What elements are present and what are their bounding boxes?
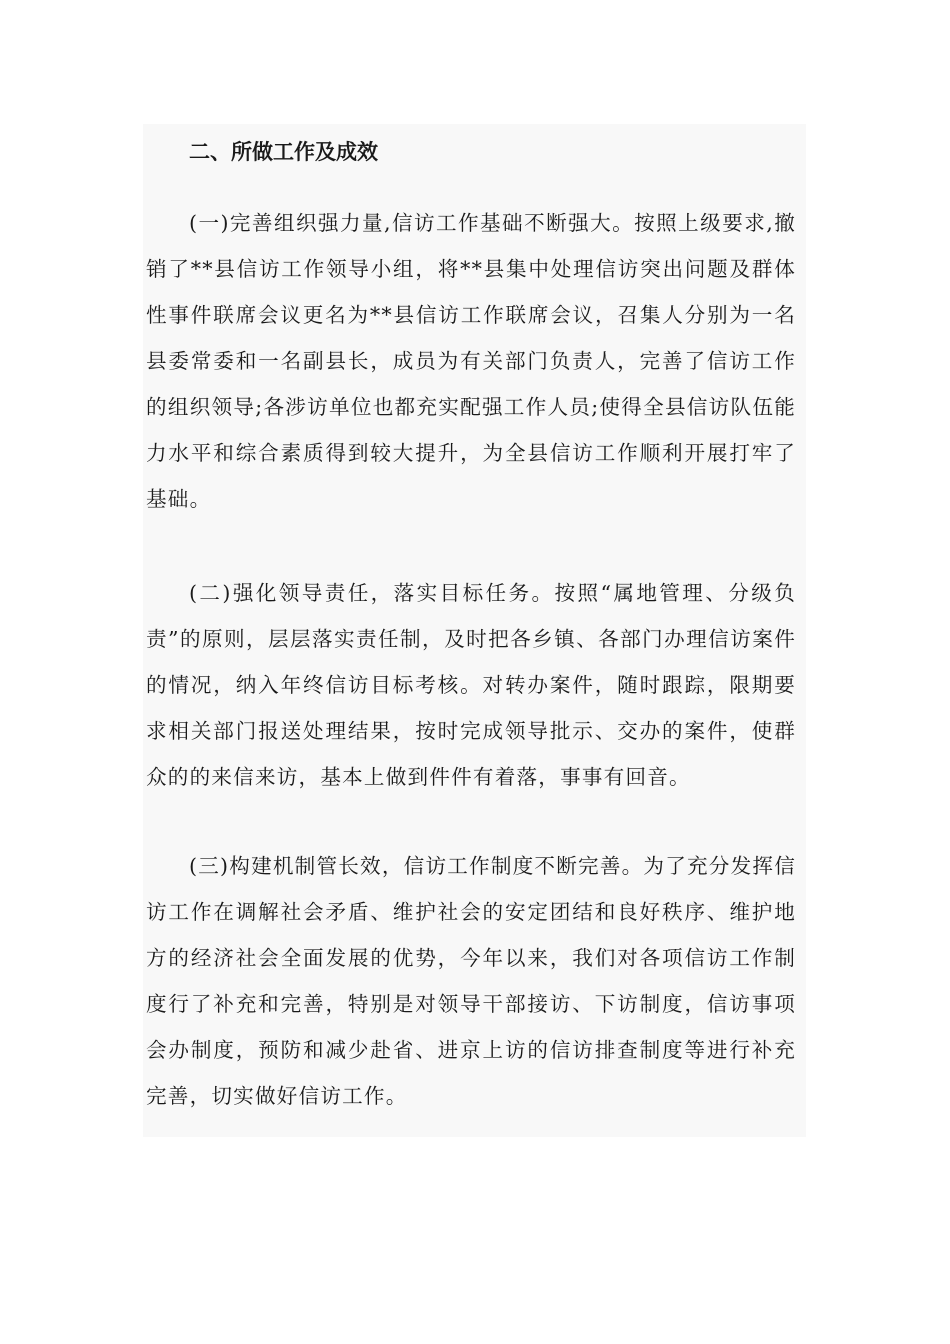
paragraph-organization: (一)完善组织强力量,信访工作基础不断强大。按照上级要求,撤销了**县信访工作领导小组，将**县集中处理信访突出问题及群体性事件联席会议更名为**县信访工作联席会议，召集人分别为一名县委常委和一名副县长，成员为有关部门负责人，完善了信访工作的组织领导;各涉访单位也都充实配强工作人员;使得全县信访队伍能力水平和综合素质得到较大提升，为全县信访工作顺利开展打牢了基础。: [146, 211, 796, 511]
paragraph-mechanism: (三)构建机制管长效，信访工作制度不断完善。为了充分发挥信访工作在调解社会矛盾、维护社会的安定团结和良好秩序、维护地方的经济社会全面发展的优势，今年以来，我们对各项信访工作制度行了补充和完善，特别是对领导干部接访、下访制度，信访事项会办制度，预防和减少赴省、进京上访的信访排查制度等进行补充完善，切实做好信访工作。: [146, 854, 796, 1108]
section-heading: 二、所做工作及成效: [189, 140, 378, 164]
paragraph-responsibility: (二)强化领导责任，落实目标任务。按照“属地管理、分级负责”的原则，层层落实责任制，及时把各乡镇、各部门办理信访案件的情况，纳入年终信访目标考核。对转办案件，随时跟踪，限期要求相关部门报送处理结果，按时完成领导批示、交办的案件，使群众的的来信来访，基本上做到件件有着落，事事有回音。: [146, 581, 796, 789]
